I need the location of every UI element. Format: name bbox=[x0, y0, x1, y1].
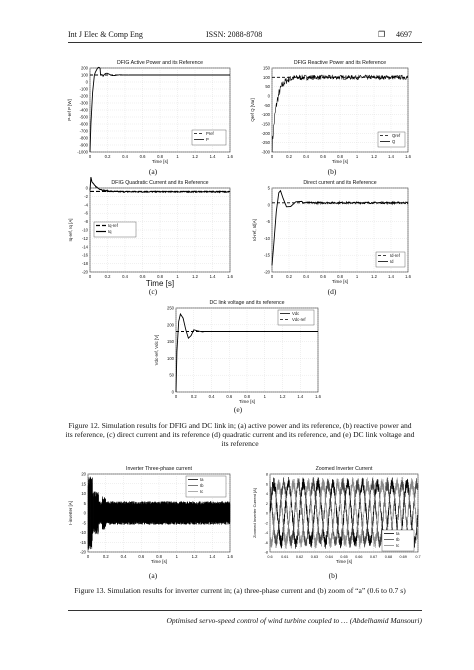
x-tick-label: 0.6 bbox=[320, 154, 326, 159]
y-tick-label: 4 bbox=[265, 492, 268, 496]
page-number: 4697 bbox=[396, 30, 412, 39]
y-tick-label: -4 bbox=[84, 202, 88, 208]
x-tick-label: 1.6 bbox=[405, 274, 411, 279]
x-tick-label: 0.65 bbox=[340, 555, 348, 559]
x-tick-label: 0.2 bbox=[286, 154, 292, 159]
x-tick-label: 0.4 bbox=[122, 274, 128, 279]
fig13a-label: (a) bbox=[148, 571, 158, 580]
x-tick-label: 1 bbox=[355, 154, 359, 159]
fig13a-plot bbox=[64, 466, 240, 570]
legend-label: Ia bbox=[396, 531, 400, 536]
y-tick-label: -300 bbox=[79, 100, 88, 106]
x-axis-label: Time [s] bbox=[331, 279, 349, 284]
x-tick-label: 1.2 bbox=[279, 394, 286, 399]
y-tick-label: -5 bbox=[266, 219, 270, 225]
legend-label: Vdc bbox=[292, 311, 300, 316]
x-tick-label: 0.68 bbox=[384, 555, 393, 559]
fig12c-label: (c) bbox=[148, 287, 158, 296]
legend-label: Pref bbox=[206, 131, 214, 136]
y-tick-label: -14 bbox=[81, 244, 88, 250]
legend-label: Iq bbox=[108, 229, 112, 234]
y-tick-label: -400 bbox=[79, 107, 88, 113]
x-tick-label: 0.8 bbox=[337, 274, 343, 279]
x-tick-label: 0.66 bbox=[355, 555, 363, 559]
legend-label: Ib bbox=[200, 483, 204, 488]
plot-title: Inverter Three-phase current bbox=[126, 466, 192, 472]
x-tick-label: 0.4 bbox=[122, 154, 128, 159]
x-tick-label: 0.2 bbox=[102, 554, 109, 559]
x-tick-label: 0.6 bbox=[139, 274, 146, 279]
y-tick-label: 150 bbox=[263, 65, 270, 71]
y-tick-label: 10 bbox=[81, 491, 86, 496]
legend-label: Ic bbox=[396, 543, 400, 548]
x-tick-label: 0.4 bbox=[303, 154, 309, 159]
plot-title: DFIG Quadratic Current and its Reference bbox=[111, 180, 209, 186]
y-tick-label: 0 bbox=[267, 202, 270, 208]
y-tick-label: -18 bbox=[81, 261, 88, 267]
x-tick-label: 0.67 bbox=[369, 555, 378, 559]
y-tick-label: 200 bbox=[81, 65, 88, 71]
x-tick-label: 0 bbox=[270, 274, 274, 279]
y-tick-label: 50 bbox=[169, 372, 174, 378]
y-tick-label: -10 bbox=[79, 530, 86, 535]
plot-title: Zoomed Inverter Current bbox=[315, 466, 373, 472]
y-tick-label: -15 bbox=[263, 252, 270, 258]
y-tick-label: -700 bbox=[79, 128, 88, 134]
x-tick-label: 1.4 bbox=[388, 154, 394, 159]
x-tick-label: 0 bbox=[270, 154, 274, 159]
x-tick-label: 1 bbox=[175, 554, 178, 559]
x-tick-label: 0 bbox=[88, 154, 92, 159]
fig13b-plot bbox=[248, 466, 424, 570]
plot-title: DFIG Active Power and its Reference bbox=[117, 60, 203, 66]
fig12b-plot bbox=[248, 60, 418, 172]
y-tick-label: -20 bbox=[79, 549, 86, 555]
legend-label: Vdc-ref bbox=[292, 317, 306, 322]
issn: ISSN: 2088-8708 bbox=[206, 30, 263, 39]
plot-title: DC link voltage and its reference bbox=[209, 300, 285, 306]
y-tick-label: 250 bbox=[167, 305, 174, 311]
y-tick-label: 5 bbox=[267, 185, 270, 191]
y-tick-label: -50 bbox=[263, 102, 270, 108]
y-axis-label: Id-ref, Id[A] bbox=[252, 219, 257, 241]
y-tick-label: 50 bbox=[265, 84, 270, 90]
plot-title: Direct current and its Reference bbox=[303, 180, 377, 186]
legend-label: Id-ref bbox=[390, 253, 400, 258]
y-axis-label: I-inverter [A] bbox=[68, 501, 73, 525]
y-tick-label: 100 bbox=[263, 74, 270, 80]
y-axis-label: Iq-ref, Iq [A] bbox=[68, 218, 73, 242]
x-tick-label: 1 bbox=[263, 394, 266, 399]
x-tick-label: 0.4 bbox=[208, 394, 215, 399]
figure13-caption: Figure 13. Simulation results for inverter current in; (a) three-phase current and (b) zoom of “a” (0.6 to 0.7 s) bbox=[74, 586, 406, 595]
x-tick-label: 1.4 bbox=[297, 394, 304, 399]
y-axis-label: P-ref P [W] bbox=[67, 99, 72, 121]
x-tick-label: 0.6 bbox=[267, 555, 273, 559]
x-tick-label: 1.2 bbox=[371, 274, 377, 279]
x-axis-label: Time [s] bbox=[151, 159, 169, 164]
x-tick-label: 0.8 bbox=[157, 274, 163, 279]
x-tick-label: 1.2 bbox=[192, 154, 198, 159]
x-axis-label: Time [s] bbox=[145, 279, 175, 288]
x-tick-label: 1.2 bbox=[191, 554, 198, 559]
x-tick-label: 0.69 bbox=[399, 555, 407, 559]
fig13b-label: (b) bbox=[328, 571, 338, 580]
x-tick-label: 1.6 bbox=[227, 154, 233, 159]
plot-title: DFIG Reactive Power and its Reference bbox=[293, 60, 387, 66]
fig12d-plot bbox=[248, 180, 418, 292]
x-tick-label: 0.4 bbox=[120, 554, 127, 559]
y-tick-label: -20 bbox=[81, 269, 88, 275]
y-tick-label: 0 bbox=[265, 511, 268, 516]
x-tick-label: 1.6 bbox=[405, 154, 411, 159]
x-axis-label: Time [s] bbox=[335, 559, 353, 564]
fig12e-label: (e) bbox=[233, 405, 243, 414]
fig12a-label: (a) bbox=[148, 167, 158, 176]
y-tick-label: -250 bbox=[261, 140, 270, 146]
y-tick-label: 100 bbox=[81, 72, 88, 78]
y-tick-label: -8 bbox=[264, 550, 268, 555]
fig12c-plot bbox=[64, 180, 240, 292]
x-tick-label: 0.6 bbox=[320, 274, 326, 279]
y-axis-label: Qref Q [Var] bbox=[250, 98, 255, 122]
x-tick-label: 0.2 bbox=[104, 154, 111, 159]
y-tick-label: -15 bbox=[79, 539, 86, 545]
y-tick-label: -1000 bbox=[77, 149, 88, 155]
running-footer: Optimised servo-speed control of wind turbine coupled to … (Abdelhamid Mansouri) bbox=[166, 616, 422, 625]
legend-label: Qref bbox=[392, 133, 401, 138]
y-tick-label: -20 bbox=[263, 269, 270, 275]
header-rule bbox=[68, 42, 422, 43]
y-tick-label: 15 bbox=[81, 481, 86, 487]
legend-label: Q bbox=[392, 139, 396, 144]
x-tick-label: 1.6 bbox=[315, 394, 321, 399]
x-tick-label: 0.62 bbox=[295, 555, 304, 559]
y-tick-label: 150 bbox=[167, 339, 174, 345]
y-tick-label: -8 bbox=[84, 219, 88, 225]
x-tick-label: 0 bbox=[88, 274, 92, 279]
y-tick-label: -900 bbox=[79, 142, 88, 148]
y-tick-label: -200 bbox=[79, 93, 88, 99]
y-tick-label: 0 bbox=[85, 79, 88, 85]
x-tick-label: 0.2 bbox=[190, 394, 197, 399]
y-tick-label: 0 bbox=[267, 93, 270, 99]
y-tick-label: -600 bbox=[79, 121, 88, 127]
y-tick-label: -200 bbox=[261, 130, 270, 136]
y-tick-label: -5 bbox=[82, 520, 86, 526]
fig12a-plot bbox=[64, 60, 240, 172]
x-tick-label: 1.6 bbox=[227, 554, 233, 559]
y-tick-label: -16 bbox=[81, 252, 88, 258]
y-tick-label: 100 bbox=[167, 355, 174, 361]
page-symbol: ❒ bbox=[378, 30, 386, 39]
y-axis-label: Zoomed Inverter Current [A] bbox=[252, 488, 257, 538]
legend-label: Ib bbox=[396, 537, 400, 542]
x-tick-label: 0 bbox=[86, 554, 90, 559]
x-tick-label: 0.8 bbox=[337, 154, 343, 159]
y-tick-label: 20 bbox=[81, 471, 86, 477]
x-tick-label: 1.2 bbox=[192, 274, 198, 279]
y-tick-label: -150 bbox=[261, 121, 270, 127]
x-tick-label: 0.64 bbox=[325, 555, 333, 559]
x-tick-label: 1 bbox=[176, 154, 179, 159]
x-tick-label: 0.63 bbox=[310, 555, 319, 559]
y-tick-label: -100 bbox=[261, 112, 270, 118]
legend-label: P bbox=[206, 137, 209, 142]
x-tick-label: 0.2 bbox=[286, 274, 292, 279]
y-tick-label: -2 bbox=[264, 521, 268, 526]
x-tick-label: 1.6 bbox=[227, 274, 233, 279]
x-tick-label: 0.6 bbox=[138, 554, 145, 559]
y-tick-label: -800 bbox=[79, 135, 88, 141]
y-tick-label: 200 bbox=[167, 322, 174, 328]
y-tick-label: -12 bbox=[81, 235, 88, 241]
y-tick-label: -500 bbox=[79, 114, 88, 120]
y-tick-label: -6 bbox=[84, 210, 88, 216]
x-tick-label: 0.8 bbox=[156, 554, 162, 559]
y-tick-label: 5 bbox=[83, 500, 86, 506]
x-axis-label: Time [s] bbox=[238, 399, 256, 404]
x-tick-label: 1.4 bbox=[388, 274, 394, 279]
legend-label: Ia bbox=[200, 477, 204, 482]
y-tick-label: -100 bbox=[79, 86, 88, 92]
y-tick-label: 0 bbox=[83, 510, 86, 516]
figure12-caption: Figure 12. Simulation results for DFIG and DC link in; (a) active power and its reference, (b) reactive power and its reference, (c) direct current and its reference (d) quadratic current and its reference, and (e) DC link voltage and its reference bbox=[65, 421, 415, 449]
legend-label: Id bbox=[390, 259, 394, 264]
x-tick-label: 1 bbox=[176, 274, 179, 279]
fig12d-label: (d) bbox=[327, 287, 337, 296]
y-tick-label: 2 bbox=[265, 501, 268, 506]
x-tick-label: 0 bbox=[174, 394, 178, 399]
y-tick-label: 8 bbox=[265, 472, 268, 477]
footer-rule bbox=[68, 610, 422, 611]
y-tick-label: 6 bbox=[265, 482, 268, 487]
legend-label: Iq-ref bbox=[108, 223, 118, 228]
y-tick-label: -2 bbox=[84, 193, 88, 199]
legend-label: Ic bbox=[200, 489, 204, 494]
x-tick-label: 0.7 bbox=[415, 555, 421, 559]
y-tick-label: 0 bbox=[171, 389, 174, 395]
x-axis-label: Time [s] bbox=[150, 559, 168, 564]
y-tick-label: -4 bbox=[264, 531, 268, 535]
x-tick-label: 1.4 bbox=[209, 274, 216, 279]
journal-name: Int J Elec & Comp Eng bbox=[68, 30, 143, 39]
x-tick-label: 0.8 bbox=[157, 154, 163, 159]
x-tick-label: 1.4 bbox=[209, 154, 216, 159]
x-tick-label: 0.61 bbox=[281, 555, 289, 559]
x-tick-label: 0.8 bbox=[244, 394, 250, 399]
x-tick-label: 0.6 bbox=[139, 154, 146, 159]
x-axis-label: Time [s] bbox=[331, 159, 349, 164]
y-tick-label: -300 bbox=[261, 149, 270, 155]
x-tick-label: 0.2 bbox=[104, 274, 111, 279]
x-tick-label: 0.4 bbox=[303, 274, 309, 279]
y-axis-label: Vdc-ref, Vdc [V] bbox=[154, 334, 159, 366]
fig12e-plot bbox=[150, 300, 326, 412]
x-tick-label: 1.2 bbox=[371, 154, 377, 159]
y-tick-label: -10 bbox=[81, 227, 88, 233]
x-tick-label: 1.4 bbox=[209, 554, 216, 559]
y-tick-label: -6 bbox=[264, 540, 268, 545]
y-tick-label: 0 bbox=[85, 185, 88, 191]
fig12b-label: (b) bbox=[327, 167, 337, 176]
y-tick-label: -10 bbox=[263, 235, 270, 241]
x-tick-label: 0.6 bbox=[226, 394, 233, 399]
x-tick-label: 1 bbox=[355, 274, 359, 279]
